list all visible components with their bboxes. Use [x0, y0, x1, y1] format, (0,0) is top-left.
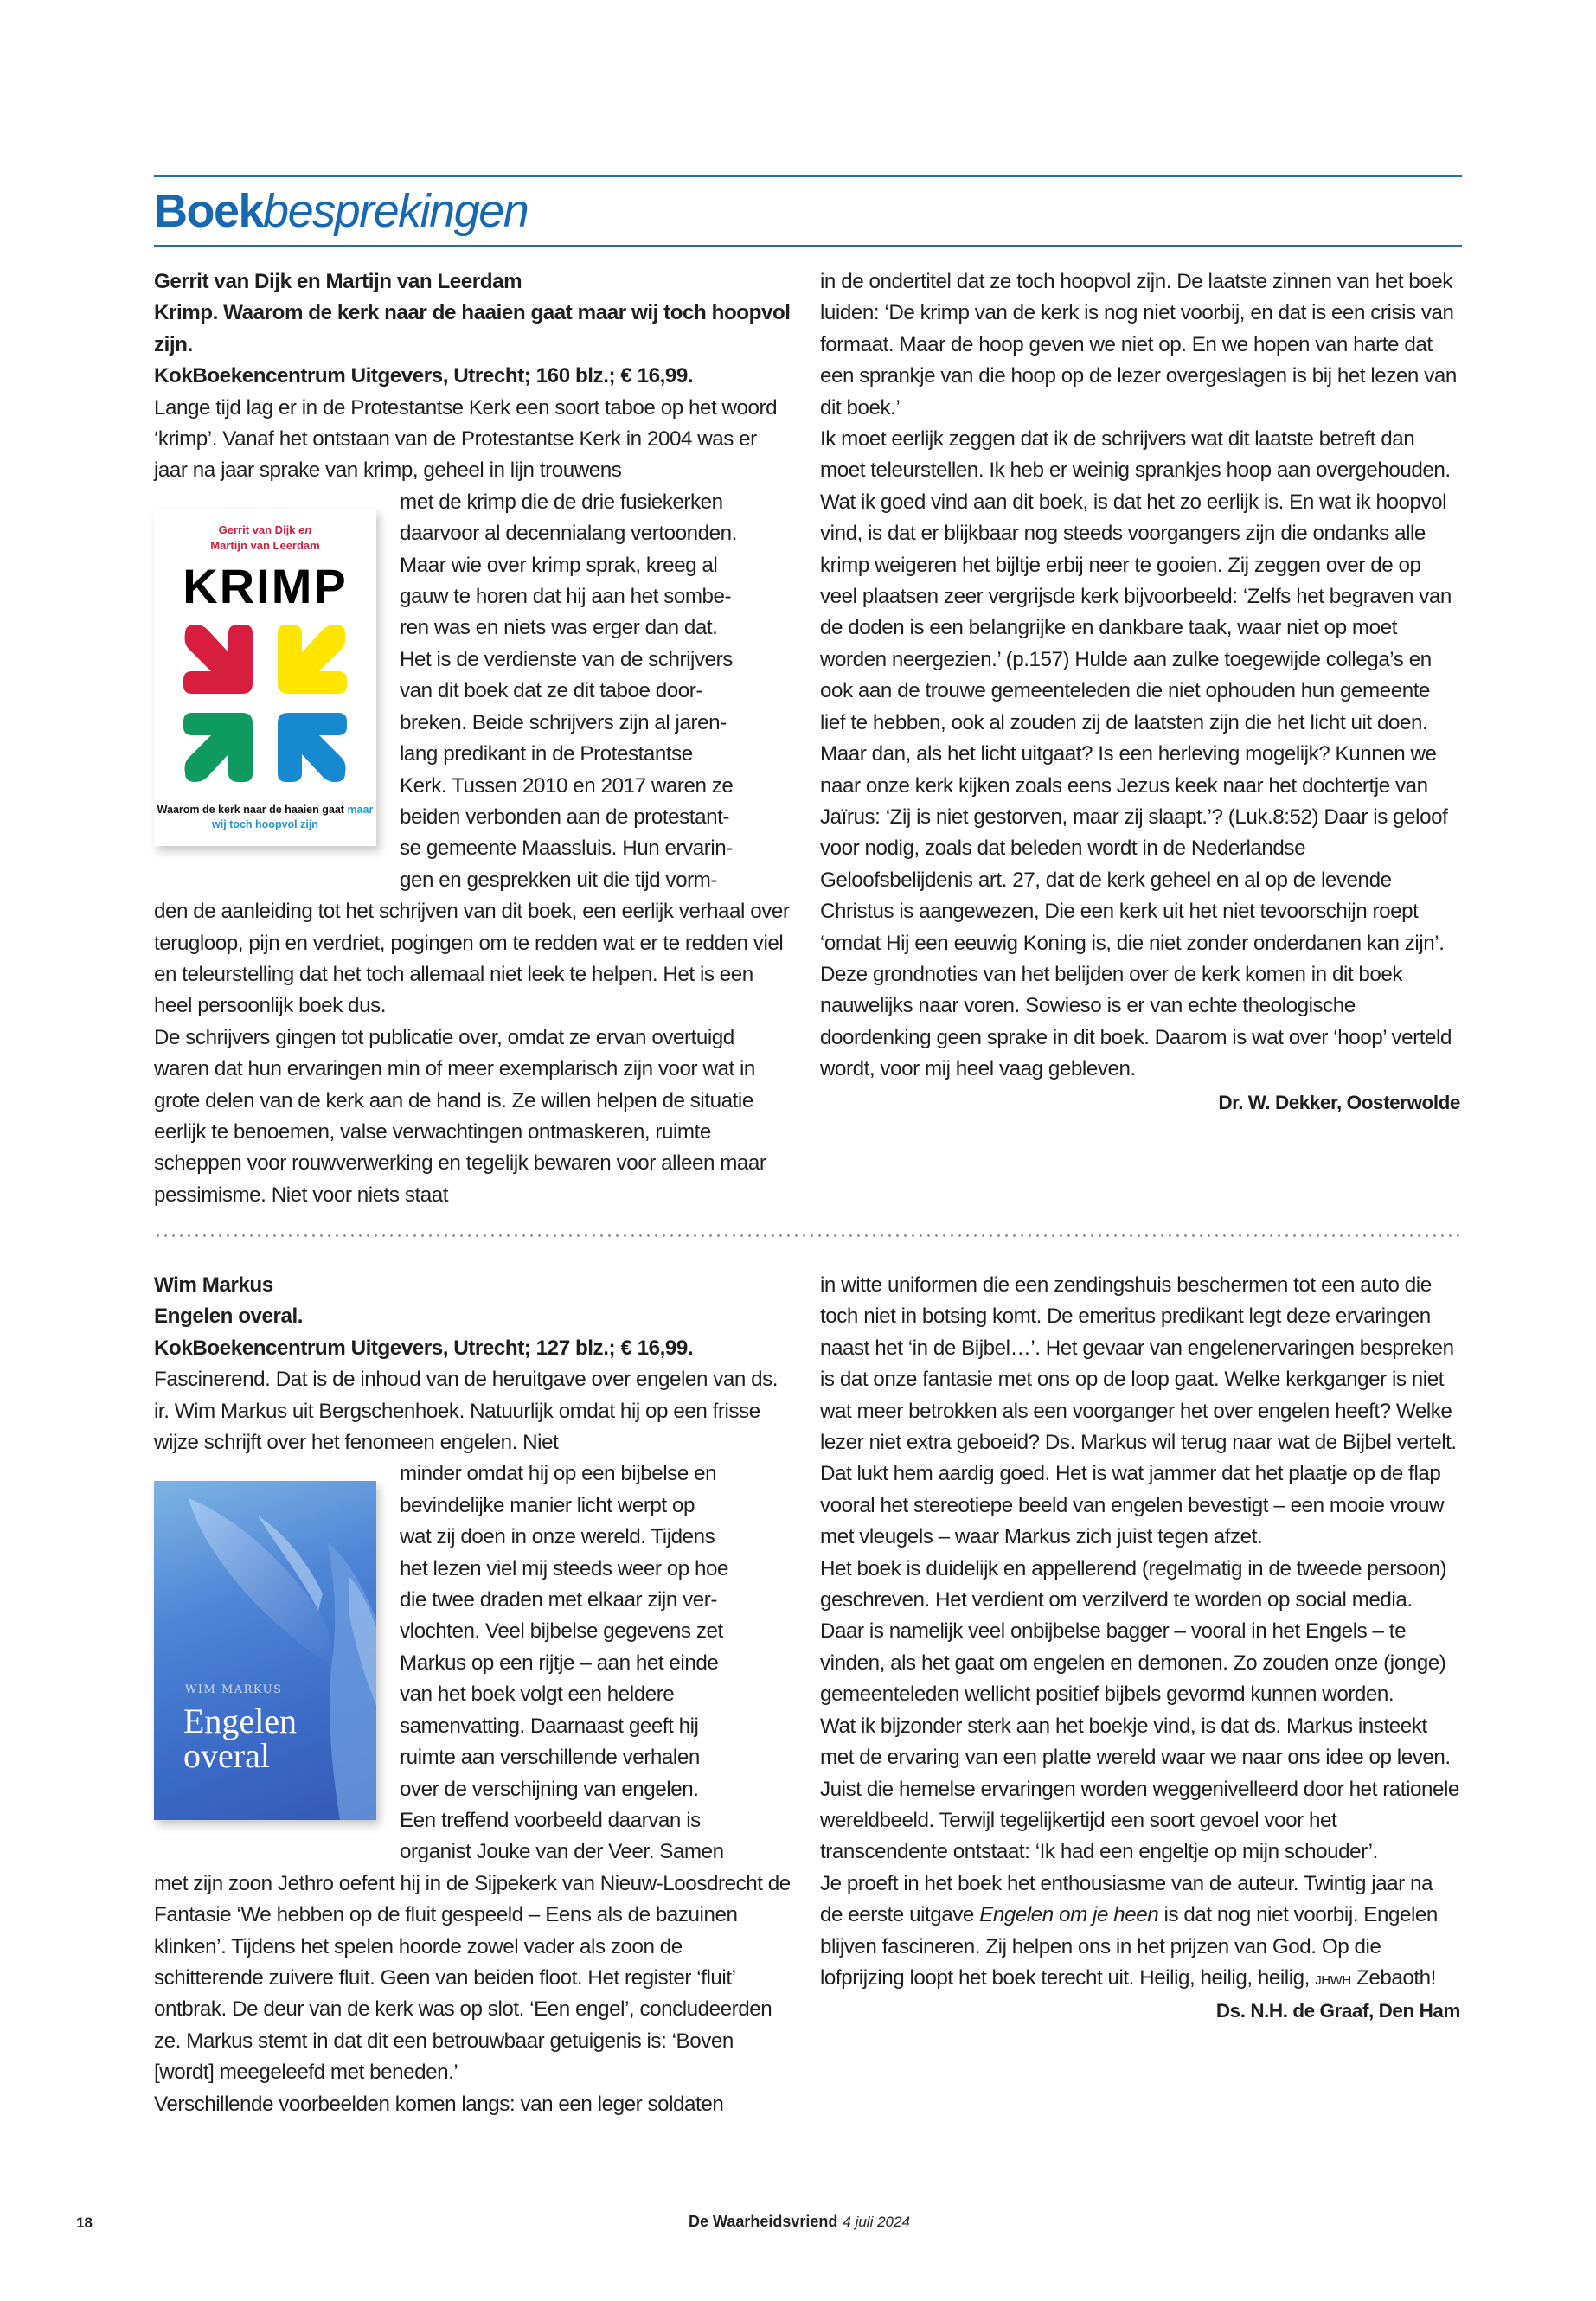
- text-line: die twee draden met elkaar zijn ver-: [400, 1588, 717, 1612]
- book-title-italic: Engelen om je heen: [979, 1903, 1159, 1927]
- cover-author: WIM MARKUS: [185, 1683, 283, 1696]
- text-line: wat zij doen in onze wereld. Tijdens: [400, 1525, 715, 1549]
- review-2-paragraph: Het boek is duidelijk en appellerend (regelmatig in de tweede persoon) geschreven. Het verdient om verzilverd te worden op social media. Daar is namelijk veel onbijbelse bagger – vooral in het Engels – te vinden, als het gaat om engelen en demonen. Zo zouden onze (jonge) gemeenteleden wellicht positief bijbels gevormd kunnen worden.: [820, 1556, 1447, 1707]
- text-line: vlochten. Veel bijbelse gegevens zet: [400, 1619, 723, 1644]
- text-line: gen en gesprekken uit die tijd vorm-: [400, 868, 717, 892]
- text-line: minder omdat hij op een bijbelse en: [400, 1462, 717, 1486]
- text-line: ruimte aan verschillende verhalen: [400, 1746, 700, 1770]
- yellow-arrow-icon: [278, 625, 347, 694]
- text-line: met de krimp die de drie fusiekerken: [400, 490, 723, 514]
- publication-date: 4 juli 2024: [843, 2214, 910, 2230]
- page-title-bold: Boek: [154, 185, 264, 237]
- text-line: van dit boek dat ze dit taboe door-: [400, 679, 702, 703]
- text-line: se gemeente Maassluis. Hun ervarin-: [400, 836, 733, 861]
- text-line: organist Jouke van der Veer. Samen: [400, 1840, 724, 1864]
- blue-arrow-icon: [278, 713, 347, 782]
- cover-title: [183, 1704, 297, 1773]
- review-1-authors: Gerrit van Dijk en Martijn van Leerdam: [154, 270, 522, 293]
- review-2-paragraph: [820, 1868, 1460, 1995]
- text-line: Markus op een rijtje – aan het einde: [400, 1650, 719, 1675]
- text-run: Zebaoth!: [1350, 1965, 1436, 1990]
- header-rule-top: [154, 175, 1462, 177]
- review-2-paragraph: Verschillende voorbeelden komen langs: van een leger soldaten: [154, 2092, 724, 2116]
- text-line: Het is de verdienste van de schrijvers: [400, 647, 733, 671]
- review-2-authors: Wim Markus: [154, 1273, 273, 1297]
- text-line: het lezen viel mij steeds weer op hoe: [400, 1556, 728, 1580]
- review-2-paragraph: in witte uniformen die een zendingshuis beschermen tot een auto die toch niet in botsing komt. De emeritus predikant legt deze ervaringen naast het ‘in de Bijbel…’. Het gevaar van engelenervaringen bespreken is dat onze fantasie met ons op de loop gaat. Welke kerkganger is niet wat meer betrokken als een voorganger het over engelen heeft? Welke lezer niet extra geboeid? Ds. Markus wil terug naar wat de Bijbel vertelt. Dat lukt hem aardig goed. Het is wat jammer dat het plaatje op de flap vooral het stereotiepe beeld van engelen bevestigt – een mooie vrouw met vleugels – waar Markus zich juist tegen afzet.: [820, 1273, 1457, 1549]
- review-1-paragraph: De schrijvers gingen tot publicatie over, omdat ze ervan overtuigd waren dat hun ervaringen min of meer exemplarisch zijn voor wat in grote delen van de kerk aan de hand is. Ze willen helpen de situatie eerlijk te benoemen, valse verwachtingen ontmaskeren, ruimte scheppen voor rouwverwerking en tegelijk bewaren voor alleen maar pessimisme. Niet voor niets staat: [154, 1025, 766, 1207]
- text-line: Kerk. Tussen 2010 en 2017 waren ze: [400, 773, 734, 798]
- review-2-paragraph: Fascinerend. Dat is de inhoud van de heruitgave over engelen van ds. ir. Wim Markus uit Bergschenhoek. Natuurlijk omdat hij op een frisse wijze schrijft over het fenomeen engelen. Niet: [154, 1368, 779, 1455]
- review-1-paragraph: den de aanleiding tot het schrijven van dit boek, een eerlijk verhaal over terugloop, pijn en verdriet, pogingen om te redden wat er te redden viel en teleurstelling dat het toch allemaal niet leek te helpen. Het is een heel persoonlijk boek dus.: [154, 900, 790, 1018]
- review-2-paragraph: Wat ik bijzonder sterk aan het boekje vind, is dat ds. Markus insteekt met de ervaring van een platte wereld waar we naar ons idee op leven. Juist die hemelse ervaringen worden weggenivelleerd door het rationele wereldbeeld. Terwijl tegelijkertijd een soort gevoel voor het transcendente ontstaat: ‘Ik had een engeltje op mijn schouder’.: [820, 1714, 1459, 1864]
- cover-title-line: overal: [183, 1736, 270, 1775]
- publication-name: De Waarheidsvriend: [689, 2213, 838, 2230]
- cover-author: Gerrit van Dijk: [218, 523, 296, 536]
- text-line: over de verschijning van engelen.: [400, 1777, 699, 1801]
- small-caps-text: jhwh: [1315, 1966, 1351, 1989]
- review-1-paragraph: Ik moet eerlijk zeggen dat ik de schrijvers wat dit laatste betreft dan moet teleurstellen. Ik heb er weinig sprankjes hoop aan overgehouden. Wat ik goed vind aan dit boek, is dat het zo eerlijk is. En wat ik hoopvol vind, is dat er blijkbaar nog steeds voorgangers zijn die ondanks alle krimp weigeren het bijltje erbij neer te gooien. Zij zeggen over de op veel plaatsen zeer vergrijsde kerk bijvoorbeeld: ‘Zelfs het begraven van de doden is een belangrijke en dankbare taak, waar niet op moet worden neergezien.’ (p.157) Hulde aan zulke toegewijde collega’s en ook aan de trouwe gemeenteleden die niet ophouden hun gemeente lief te hebben, ook al zouden zij de laatsten zijn die het licht uit doen.: [820, 427, 1452, 734]
- page-title-italic: besprekingen: [263, 185, 529, 237]
- footer-publication: [689, 2213, 910, 2231]
- review-1-paragraph: in de ondertitel dat ze toch hoopvol zijn. De laatste zinnen van het boek luiden: ‘De krimp van de kerk is nog niet voorbij, en dat is een crisis van formaat. Maar de hoop geven we niet op. En we hopen van harte dat een sprankje van die hoop op de lezer overgeslagen is bij het lezen van dit boek.’: [820, 270, 1457, 420]
- text-line: beiden verbonden aan de protestant-: [400, 804, 729, 829]
- page-number: 18: [76, 2214, 93, 2231]
- text-line: daarvoor al decennialang vertoonden.: [400, 522, 737, 546]
- review-1-column-right: [820, 266, 1460, 1118]
- header-rule-bottom: [154, 245, 1462, 247]
- text-line: samenvatting. Daarnaast geeft hij: [400, 1714, 699, 1738]
- review-1-paragraph: Maar dan, als het licht uitgaat? Is een herleving mogelijk? Kunnen we naar onze kerk kijken zoals eens Jezus keek naar het dochtertje van Jaïrus: ‘Zij is niet gestorven, maar zij slaapt.’? (Luk.8:52) Daar is geloof voor nodig, zoals dat beleden wordt in de Nederlandse Geloofsbelijdenis art. 27, dat de kerk geheel en al op de levende Christus is aangewezen, Die een kerk uit het niet tevoorschijn roept ‘omdat Hij een eeuwig Koning is, die niet zonder onderdanen kan zijn’. Deze grondnoties van het belijden over de kerk komen in dit boek nauwelijks naar voren. Sowieso is er van echte theologische doordenking geen sprake in dit boek. Daarom is wat over ‘hoop’ verteld wordt, voor mij heel vaag gebleven.: [820, 742, 1452, 1081]
- krimp-book-cover: [154, 509, 376, 846]
- text-line: van het boek volgt een heldere: [400, 1682, 675, 1707]
- text-line: breken. Beide schrijvers zijn al jaren-: [400, 710, 727, 734]
- page-title: [154, 178, 528, 244]
- text-line: ren was en niets was erger dan dat.: [400, 616, 718, 640]
- review-2-column-right: [820, 1270, 1460, 2028]
- text-line: bevindelijke manier licht werpt op: [400, 1493, 695, 1517]
- cover-subtitle-black: Waarom de kerk naar de haaien gaat: [157, 804, 344, 816]
- text-line: Maar wie over krimp sprak, kreeg al: [400, 553, 718, 577]
- review-2-paragraph: met zijn zoon Jethro oefent hij in de Sijpekerk van Nieuw-Loosdrecht de Fantasie ‘We hebben op de fluit gespeeld – Eens als de bazuinen klinken’. Tijdens het spelen hoorde zowel vader als zoon de schitterende zuivere fluit. Geen van beiden floot. Het register ‘fluit’ ontbrak. De deur van de kerk was op slot. ‘Een engel’, concludeerden ze. Markus stemt in dat dit een betrouwbaar getuigenis is: ‘Boven [wordt] meegeleefd met beneden.’: [154, 1871, 791, 2085]
- green-arrow-icon: [183, 713, 253, 782]
- cover-title-line: Engelen: [183, 1702, 298, 1740]
- cover-author: Martijn van Leerdam: [210, 539, 320, 552]
- cover-author-conjunction: en: [298, 523, 312, 536]
- text-line: Een treffend voorbeeld daarvan is: [400, 1808, 701, 1832]
- text-line: gauw te horen dat hij aan het sombe-: [400, 585, 732, 609]
- engelen-book-cover: [154, 1481, 376, 1820]
- review-1-publisher: KokBoekencentrum Uitgevers, Utrecht; 160 blz.; € 16,99.: [154, 364, 694, 388]
- cover-subtitle: [154, 803, 376, 832]
- cover-authors: [154, 522, 376, 554]
- cover-title: KRIMP: [183, 559, 348, 613]
- cover-subtitle-blue: maar wij toch hoopvol zijn: [212, 804, 374, 830]
- review-1-book-title: Krimp. Waarom de kerk naar de haaien gaat maar wij toch hoopvol zijn.: [154, 301, 791, 356]
- converging-arrows-icon: [176, 621, 354, 785]
- review-2-publisher: KokBoekencentrum Uitgevers, Utrecht; 127 blz.; € 16,99.: [154, 1336, 694, 1360]
- red-arrow-icon: [183, 625, 253, 694]
- review-2-book-title: Engelen overal.: [154, 1304, 304, 1329]
- text-run: Je proeft in het boek het enthousiasme van de auteur. Twintig jaar na de eerste uitgave: [820, 1871, 1433, 1927]
- section-divider: [154, 1234, 1462, 1237]
- text-run: is dat nog niet voorbij. Engelen blijven fascineren. Zij helpen ons in het prijzen van God. Op die lofprijzing loopt het boek terecht uit. Heilig, heilig, heilig,: [820, 1903, 1438, 1990]
- review-1-paragraph: Lange tijd lag er in de Protestantse Kerk een soort taboe op het woord ‘krimp’. Vanaf het ontstaan van de Protestantse Kerk in 2004 was er jaar na jaar sprake van krimp, geheel in lijn trouwens: [154, 395, 778, 483]
- text-line: lang predikant in de Protestantse: [400, 742, 693, 766]
- review-1-signature: Dr. W. Dekker, Oosterwolde: [1218, 1091, 1460, 1113]
- review-2-signature: Ds. N.H. de Graaf, Den Ham: [1215, 2000, 1460, 2022]
